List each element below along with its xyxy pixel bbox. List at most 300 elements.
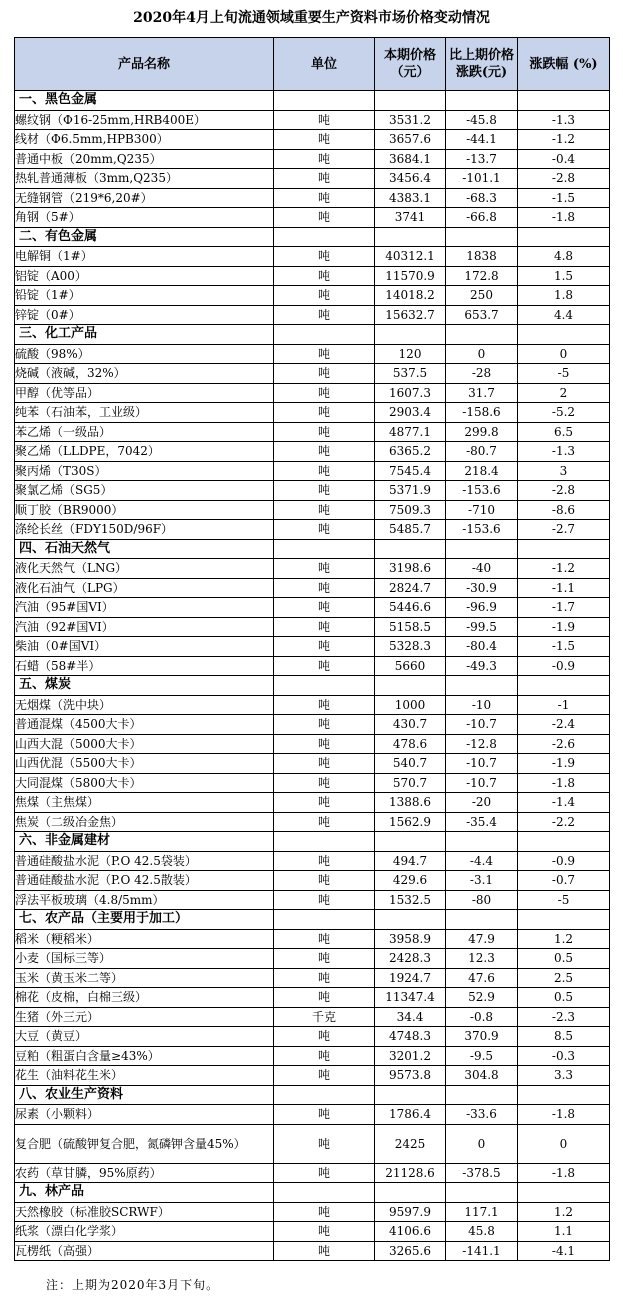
unit-cell: 吨 — [274, 1027, 375, 1047]
unit-cell: 吨 — [274, 1241, 375, 1261]
price-cell: 9573.8 — [375, 1066, 446, 1086]
percent-cell: -0.7 — [518, 871, 610, 891]
table-row — [15, 1027, 610, 1047]
price-cell: 4877.1 — [375, 422, 446, 442]
unit-cell: 吨 — [274, 988, 375, 1008]
change-cell: -153.6 — [446, 481, 518, 501]
unit-cell: 吨 — [274, 812, 375, 832]
empty-cell — [446, 227, 518, 247]
percent-cell: -1.4 — [518, 793, 610, 813]
change-cell: -158.6 — [446, 403, 518, 423]
unit-cell: 吨 — [274, 344, 375, 364]
unit-cell: 吨 — [274, 208, 375, 228]
unit-cell: 吨 — [274, 695, 375, 715]
price-cell: 540.7 — [375, 754, 446, 774]
percent-cell: -2.4 — [518, 715, 610, 735]
change-cell: -9.5 — [446, 1046, 518, 1066]
table-row — [15, 110, 610, 130]
percent-cell: -2.6 — [518, 734, 610, 754]
percent-cell: -2.3 — [518, 1007, 610, 1027]
change-cell: -28 — [446, 364, 518, 384]
price-cell: 21128.6 — [375, 1163, 446, 1183]
change-cell: -12.8 — [446, 734, 518, 754]
empty-cell — [375, 1183, 446, 1203]
change-cell: -40 — [446, 559, 518, 579]
price-cell: 3958.9 — [375, 929, 446, 949]
product-name-cell: 玉米（黄玉米二等） — [15, 968, 274, 988]
table-row — [15, 988, 610, 1008]
price-cell: 478.6 — [375, 734, 446, 754]
product-name-cell: 天然橡胶（标准胶SCRWF） — [15, 1202, 274, 1222]
empty-cell — [446, 539, 518, 559]
change-cell: -3.1 — [446, 871, 518, 891]
product-name-cell: 生猪（外三元） — [15, 1007, 274, 1027]
change-cell: 12.3 — [446, 949, 518, 969]
price-cell: 34.4 — [375, 1007, 446, 1027]
empty-cell — [446, 91, 518, 111]
table-row — [15, 188, 610, 208]
table-row — [15, 871, 610, 891]
change-cell: -49.3 — [446, 656, 518, 676]
unit-cell: 吨 — [274, 851, 375, 871]
product-name-cell: 汽油（92#国VI） — [15, 617, 274, 637]
empty-cell — [518, 676, 610, 696]
table-row — [15, 637, 610, 657]
product-name-cell: 浮法平板玻璃（4.8/5mm） — [15, 890, 274, 910]
header-product-name: 产品名称 — [15, 38, 274, 91]
unit-cell: 吨 — [274, 929, 375, 949]
empty-cell — [518, 539, 610, 559]
unit-cell: 吨 — [274, 793, 375, 813]
unit-cell: 吨 — [274, 1222, 375, 1242]
change-cell: 47.9 — [446, 929, 518, 949]
price-cell: 11347.4 — [375, 988, 446, 1008]
table-row — [15, 578, 610, 598]
percent-cell: 1.1 — [518, 1222, 610, 1242]
empty-cell — [375, 91, 446, 111]
table-row — [15, 442, 610, 462]
empty-cell — [274, 91, 375, 111]
unit-cell: 吨 — [274, 1046, 375, 1066]
product-name-cell: 硫酸（98%） — [15, 344, 274, 364]
unit-cell: 吨 — [274, 149, 375, 169]
product-name-cell: 焦煤（主焦煤） — [15, 793, 274, 813]
empty-cell — [518, 832, 610, 852]
table-row — [15, 773, 610, 793]
table-row — [15, 1222, 610, 1242]
product-name-cell: 尿素（小颗料） — [15, 1105, 274, 1125]
product-name-cell: 普通中板（20mm,Q235） — [15, 149, 274, 169]
unit-cell: 吨 — [274, 188, 375, 208]
change-cell: -710 — [446, 500, 518, 520]
change-cell: -10.7 — [446, 773, 518, 793]
percent-cell: -1.3 — [518, 110, 610, 130]
unit-cell: 吨 — [274, 1066, 375, 1086]
product-name-cell: 烧碱（液碱，32%） — [15, 364, 274, 384]
category-title: 一、黑色金属 — [15, 91, 274, 111]
table-row — [15, 344, 610, 364]
change-cell: 370.9 — [446, 1027, 518, 1047]
price-cell: 3201.2 — [375, 1046, 446, 1066]
table-row — [15, 1124, 610, 1163]
price-cell: 3657.6 — [375, 130, 446, 150]
unit-cell: 吨 — [274, 500, 375, 520]
product-name-cell: 山西优混（5500大卡） — [15, 754, 274, 774]
unit-cell: 吨 — [274, 1105, 375, 1125]
table-row — [15, 208, 610, 228]
change-cell: -66.8 — [446, 208, 518, 228]
table-row — [15, 364, 610, 384]
table-row — [15, 481, 610, 501]
empty-cell — [375, 539, 446, 559]
price-cell: 2425 — [375, 1124, 446, 1163]
change-cell: -141.1 — [446, 1241, 518, 1261]
unit-cell: 吨 — [274, 949, 375, 969]
percent-cell: -5 — [518, 890, 610, 910]
table-row — [15, 169, 610, 189]
price-cell: 5660 — [375, 656, 446, 676]
product-name-cell: 瓦楞纸（高强） — [15, 1241, 274, 1261]
category-title: 三、化工产品 — [15, 325, 274, 345]
unit-cell: 吨 — [274, 286, 375, 306]
price-cell: 430.7 — [375, 715, 446, 735]
price-cell: 5446.6 — [375, 598, 446, 618]
change-cell: -44.1 — [446, 130, 518, 150]
table-row — [15, 1105, 610, 1125]
change-cell: -10.7 — [446, 754, 518, 774]
percent-cell: 8.5 — [518, 1027, 610, 1047]
price-cell: 5158.5 — [375, 617, 446, 637]
price-cell: 570.7 — [375, 773, 446, 793]
category-row — [15, 539, 610, 559]
product-name-cell: 聚氯乙烯（SG5） — [15, 481, 274, 501]
product-name-cell: 农药（草甘膦，95%原药） — [15, 1163, 274, 1183]
product-name-cell: 复合肥（硫酸钾复合肥，氮磷钾含量45%） — [15, 1124, 274, 1163]
percent-cell: 2 — [518, 383, 610, 403]
percent-cell: -1.2 — [518, 559, 610, 579]
category-title: 八、农业生产资料 — [15, 1085, 274, 1105]
product-name-cell: 铅锭（1#） — [15, 286, 274, 306]
category-title: 七、农产品（主要用于加工） — [15, 910, 274, 930]
table-row — [15, 695, 610, 715]
price-cell: 5328.3 — [375, 637, 446, 657]
table-row — [15, 793, 610, 813]
change-cell: 47.6 — [446, 968, 518, 988]
change-cell: 299.8 — [446, 422, 518, 442]
table-row — [15, 617, 610, 637]
price-cell: 14018.2 — [375, 286, 446, 306]
product-name-cell: 热轧普通薄板（3mm,Q235） — [15, 169, 274, 189]
change-cell: 304.8 — [446, 1066, 518, 1086]
unit-cell: 吨 — [274, 890, 375, 910]
unit-cell: 吨 — [274, 442, 375, 462]
percent-cell: -1.8 — [518, 773, 610, 793]
unit-cell: 吨 — [274, 520, 375, 540]
price-cell: 429.6 — [375, 871, 446, 891]
percent-cell: 4.8 — [518, 247, 610, 267]
price-cell: 1607.3 — [375, 383, 446, 403]
price-cell: 1562.9 — [375, 812, 446, 832]
percent-cell: 3 — [518, 461, 610, 481]
product-name-cell: 普通硅酸盐水泥（P.O 42.5散装） — [15, 871, 274, 891]
table-row — [15, 1241, 610, 1261]
change-cell: 45.8 — [446, 1222, 518, 1242]
category-title: 九、林产品 — [15, 1183, 274, 1203]
unit-cell: 吨 — [274, 481, 375, 501]
table-row — [15, 559, 610, 579]
empty-cell — [375, 227, 446, 247]
empty-cell — [446, 910, 518, 930]
unit-cell: 吨 — [274, 110, 375, 130]
table-row — [15, 1046, 610, 1066]
unit-cell: 吨 — [274, 734, 375, 754]
percent-cell: -1.8 — [518, 208, 610, 228]
percent-cell: -1 — [518, 695, 610, 715]
change-cell: -30.9 — [446, 578, 518, 598]
product-name-cell: 小麦（国标三等） — [15, 949, 274, 969]
percent-cell: 4.4 — [518, 305, 610, 325]
table-row — [15, 929, 610, 949]
product-name-cell: 石蜡（58#半） — [15, 656, 274, 676]
category-row — [15, 832, 610, 852]
empty-cell — [446, 676, 518, 696]
category-row — [15, 325, 610, 345]
percent-cell: -1.1 — [518, 578, 610, 598]
empty-cell — [274, 325, 375, 345]
price-cell: 11570.9 — [375, 266, 446, 286]
percent-cell: -1.5 — [518, 637, 610, 657]
change-cell: -80.7 — [446, 442, 518, 462]
category-row — [15, 1183, 610, 1203]
price-cell: 5371.9 — [375, 481, 446, 501]
product-name-cell: 柴油（0#国VI） — [15, 637, 274, 657]
unit-cell: 吨 — [274, 247, 375, 267]
empty-cell — [518, 1183, 610, 1203]
header-current-price: 本期价格（元） — [375, 38, 446, 91]
product-name-cell: 螺纹钢（Φ16-25mm,HRB400E） — [15, 110, 274, 130]
page-title: 2020年4月上旬流通领域重要生产资料市场价格变动情况 — [133, 10, 490, 26]
percent-cell: 6.5 — [518, 422, 610, 442]
price-cell: 3456.4 — [375, 169, 446, 189]
product-name-cell: 纯苯（石油苯，工业级） — [15, 403, 274, 423]
table-row — [15, 598, 610, 618]
price-cell: 494.7 — [375, 851, 446, 871]
price-cell: 40312.1 — [375, 247, 446, 267]
product-name-cell: 角钢（5#） — [15, 208, 274, 228]
unit-cell: 吨 — [274, 422, 375, 442]
price-cell: 3198.6 — [375, 559, 446, 579]
empty-cell — [518, 227, 610, 247]
unit-cell: 吨 — [274, 656, 375, 676]
percent-cell: -1.9 — [518, 754, 610, 774]
empty-cell — [274, 227, 375, 247]
product-name-cell: 苯乙烯（一级品） — [15, 422, 274, 442]
table-row — [15, 715, 610, 735]
empty-cell — [446, 1085, 518, 1105]
change-cell: -80 — [446, 890, 518, 910]
unit-cell: 吨 — [274, 871, 375, 891]
product-name-cell: 稻米（粳稻米） — [15, 929, 274, 949]
table-row — [15, 851, 610, 871]
product-name-cell: 无烟煤（洗中块） — [15, 695, 274, 715]
category-title: 五、煤炭 — [15, 676, 274, 696]
product-name-cell: 线材（Φ6.5mm,HPB300） — [15, 130, 274, 150]
unit-cell: 吨 — [274, 364, 375, 384]
unit-cell: 吨 — [274, 578, 375, 598]
table-row — [15, 520, 610, 540]
change-cell: -13.7 — [446, 149, 518, 169]
change-cell: -35.4 — [446, 812, 518, 832]
category-row — [15, 1085, 610, 1105]
unit-cell: 吨 — [274, 1163, 375, 1183]
product-name-cell: 山西大混（5000大卡） — [15, 734, 274, 754]
unit-cell: 吨 — [274, 305, 375, 325]
table-row — [15, 266, 610, 286]
empty-cell — [518, 910, 610, 930]
change-cell: 250 — [446, 286, 518, 306]
product-name-cell: 普通混煤（4500大卡） — [15, 715, 274, 735]
product-name-cell: 花生（油料花生米） — [15, 1066, 274, 1086]
unit-cell: 吨 — [274, 598, 375, 618]
table-row — [15, 403, 610, 423]
table-body — [15, 91, 610, 1261]
table-row — [15, 1066, 610, 1086]
product-name-cell: 聚丙烯（T30S） — [15, 461, 274, 481]
table-row — [15, 305, 610, 325]
category-title: 六、非金属建材 — [15, 832, 274, 852]
percent-cell: -1.9 — [518, 617, 610, 637]
unit-cell: 吨 — [274, 130, 375, 150]
table-row — [15, 1007, 610, 1027]
percent-cell: 0 — [518, 1124, 610, 1163]
percent-cell: 3.3 — [518, 1066, 610, 1086]
change-cell: -20 — [446, 793, 518, 813]
price-cell: 15632.7 — [375, 305, 446, 325]
price-cell: 5485.7 — [375, 520, 446, 540]
price-cell: 1532.5 — [375, 890, 446, 910]
percent-cell: -5.2 — [518, 403, 610, 423]
percent-cell: -5 — [518, 364, 610, 384]
percent-cell: -1.2 — [518, 130, 610, 150]
product-name-cell: 涤纶长丝（FDY150D/96F） — [15, 520, 274, 540]
table-row — [15, 1202, 610, 1222]
price-cell: 3265.6 — [375, 1241, 446, 1261]
change-cell: -68.3 — [446, 188, 518, 208]
price-cell: 4383.1 — [375, 188, 446, 208]
unit-cell: 吨 — [274, 1202, 375, 1222]
empty-cell — [274, 910, 375, 930]
empty-cell — [518, 91, 610, 111]
price-cell: 1388.6 — [375, 793, 446, 813]
footnote: 注：上期为2020年3月下旬。 — [46, 1278, 220, 1292]
table-row — [15, 734, 610, 754]
percent-cell: -0.3 — [518, 1046, 610, 1066]
table-row — [15, 130, 610, 150]
category-row — [15, 910, 610, 930]
unit-cell: 吨 — [274, 559, 375, 579]
change-cell: -153.6 — [446, 520, 518, 540]
change-cell: -45.8 — [446, 110, 518, 130]
empty-cell — [375, 832, 446, 852]
unit-cell: 吨 — [274, 383, 375, 403]
unit-cell: 吨 — [274, 403, 375, 423]
table-row — [15, 500, 610, 520]
unit-cell: 吨 — [274, 169, 375, 189]
empty-cell — [274, 832, 375, 852]
price-cell: 7545.4 — [375, 461, 446, 481]
change-cell: -10.7 — [446, 715, 518, 735]
change-cell: -99.5 — [446, 617, 518, 637]
change-cell: -33.6 — [446, 1105, 518, 1125]
unit-cell: 吨 — [274, 617, 375, 637]
table-row — [15, 422, 610, 442]
price-table — [14, 37, 610, 1261]
empty-cell — [375, 910, 446, 930]
change-cell: -96.9 — [446, 598, 518, 618]
percent-cell: -1.7 — [518, 598, 610, 618]
header-unit: 单位 — [274, 38, 375, 91]
change-cell: 52.9 — [446, 988, 518, 1008]
price-cell: 3741 — [375, 208, 446, 228]
percent-cell: -1.8 — [518, 1105, 610, 1125]
change-cell: 172.8 — [446, 266, 518, 286]
empty-cell — [375, 325, 446, 345]
percent-cell: -0.9 — [518, 656, 610, 676]
category-row — [15, 676, 610, 696]
table-row — [15, 286, 610, 306]
percent-cell: -8.6 — [518, 500, 610, 520]
change-cell: 653.7 — [446, 305, 518, 325]
unit-cell: 吨 — [274, 715, 375, 735]
percent-cell: -4.1 — [518, 1241, 610, 1261]
percent-cell: -1.8 — [518, 1163, 610, 1183]
empty-cell — [274, 1183, 375, 1203]
table-row — [15, 890, 610, 910]
empty-cell — [274, 1085, 375, 1105]
percent-cell: 1.2 — [518, 1202, 610, 1222]
header-row — [15, 38, 610, 91]
table-row — [15, 656, 610, 676]
table-row — [15, 754, 610, 774]
table-row — [15, 247, 610, 267]
percent-cell: -0.9 — [518, 851, 610, 871]
price-cell: 3531.2 — [375, 110, 446, 130]
change-cell: -80.4 — [446, 637, 518, 657]
percent-cell: -2.8 — [518, 481, 610, 501]
table-row — [15, 968, 610, 988]
category-row — [15, 227, 610, 247]
unit-cell: 吨 — [274, 968, 375, 988]
change-cell: 0 — [446, 344, 518, 364]
product-name-cell: 甲醇（优等品） — [15, 383, 274, 403]
percent-cell: 1.2 — [518, 929, 610, 949]
change-cell: -4.4 — [446, 851, 518, 871]
percent-cell: 0 — [518, 344, 610, 364]
price-cell: 2824.7 — [375, 578, 446, 598]
empty-cell — [518, 325, 610, 345]
empty-cell — [274, 676, 375, 696]
percent-cell: -2.7 — [518, 520, 610, 540]
header-change-percent: 涨跌幅 (%) — [518, 38, 610, 91]
change-cell: 0 — [446, 1124, 518, 1163]
category-title: 二、有色金属 — [15, 227, 274, 247]
change-cell: 31.7 — [446, 383, 518, 403]
change-cell: -10 — [446, 695, 518, 715]
price-cell: 1786.4 — [375, 1105, 446, 1125]
table-row — [15, 949, 610, 969]
product-name-cell: 液化石油气（LPG） — [15, 578, 274, 598]
product-name-cell: 大同混煤（5800大卡） — [15, 773, 274, 793]
